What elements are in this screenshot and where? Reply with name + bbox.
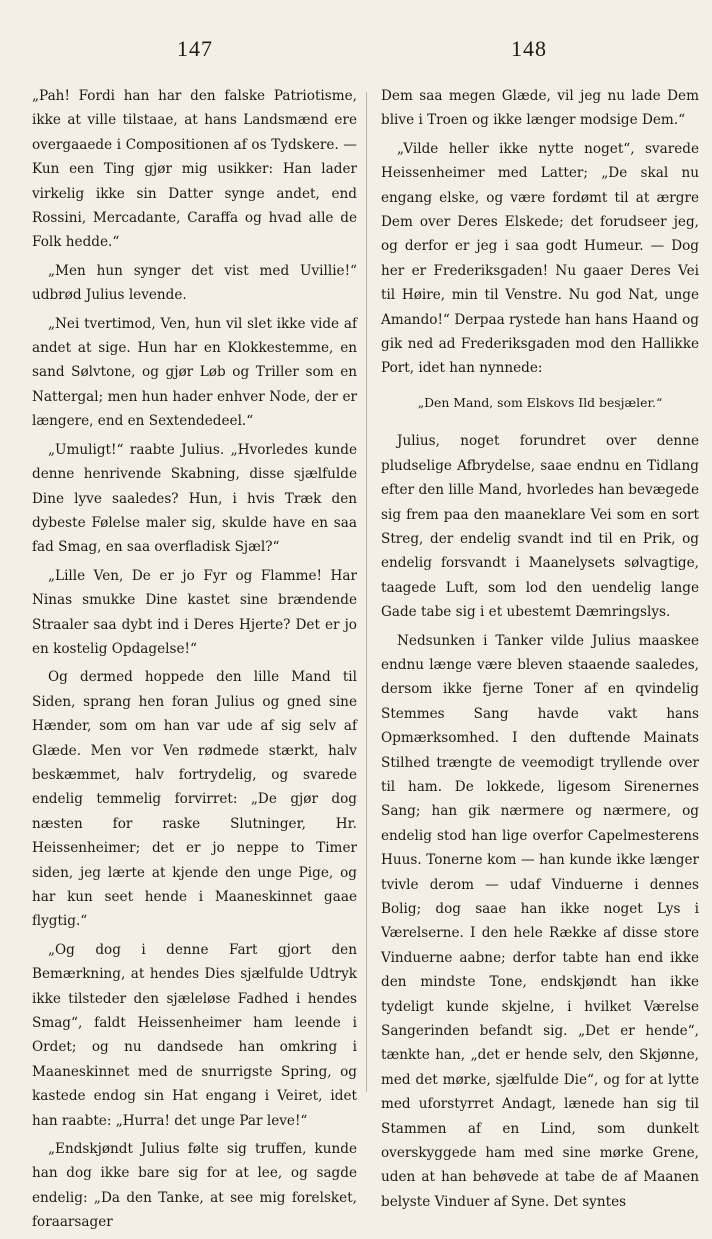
paragraph: Nedsunken i Tanker vilde Julius maaskee endnu længe være bleven staaende saaledes, dersom ikke fjerne Toner af en qvindelig Stemmes Sang havde vakt hans Opmærksomhed. I den duftende Mainats Stilhed trængte de veemodigt tryllende over til ham. De lokkede, ligesom Sirenernes Sang; han gik nærmere og nærmere, og endelig stod han lige overfor Capelmesterens Huus. Tonerne kom — han kunde ikke længer tvivle derom — udaf Vinduerne i dennes Bolig; dog saae han ikke noget Lys i Værelserne. I den hele Række af disse store Vinduerne aabne; derfor tabte han end ikke den mindste Tone, endskjøndt han ikke tydeligt kunde skjelne, i hvilket Værelse Sangerinden befandt sig. „Det er hende“, tænkte han, „det er hende selv, den Skjønne, med det mørke, sjælfulde Die“, og for at lytte med uforstyrret Andagt, lænede han sig til Stammen af en Lind, som dunkelt overskyggede ham med sine mørke Grene, uden at han behøvede at tabe de af Maanen belyste Vinduer af Syne. Det syntes <box>381 632 699 1210</box>
paragraph: „Endskjøndt Julius følte sig truffen, kunde han dog ikke bare sig for at lee, og sagde endelig: „Da den Tanke, at see mig forelsket, foraarsager <box>32 1141 357 1231</box>
paragraph: „Umuligt!“ raabte Julius. „Hvorledes kunde denne henrivende Skabning, disse sjælfulde Dine lyve saaledes? Hun, i hvis Træk den dybeste Følelse maler sig, skulde have en saa fad Smag, en saa overfladisk Sjæl?“ <box>32 441 357 556</box>
paragraph: Dem saa megen Glæde, vil jeg nu lade Dem blive i Troen og ikke længer modsige Dem.“ <box>381 88 699 129</box>
paragraph: „Nei tvertimod, Ven, hun vil slet ikke vide af andet at sige. Hun har en Klokkestemme, en sand Sølvtone, og gjør Løb og Triller som en Nattergal; men hun hader enhver Node, der er længere, end en Sextendedeel.“ <box>32 315 357 430</box>
paragraph: „Men hun synger det vist med Uvillie!“ udbrød Julius levende. <box>32 262 357 304</box>
paragraph: „Lille Ven, De er jo Fyr og Flamme! Har Ninas smukke Dine kastet sine brændende Straaler saa dybt ind i Deres Hjerte? Det er jo en kostelig Opdagelse!“ <box>32 567 357 657</box>
song-quote: „Den Mand, som Elskovs Ild besjæler.“ <box>417 394 663 410</box>
page-text <box>32 84 357 1239</box>
page-number: 147 <box>177 36 213 61</box>
paragraph: „Vilde heller ikke nytte noget“, svarede Heissenheimer med Latter; „De skal nu engang elske, og være fordømt til at ærgre Dem over Deres Elskede; det forudseer jeg, og derfor er jeg i saa godt Humeur. — Dog her er Frederiksgaden! Nu gaaer Deres Vei til Høire, min til Venstre. Nu god Nat, unge Amando!“ Derpaa rystede han hans Haand og gik ned ad Frederiksgaden mod den Hallikke Port, idet han nynnede: <box>381 140 699 377</box>
page-number: 148 <box>511 36 547 61</box>
page-text <box>381 84 699 1218</box>
paragraph: „Og dog i denne Fart gjort den Bemærkning, at hendes Dies sjælfulde Udtryk ikke tilsteder den sjæleløse Fadhed i hendes Smag“, faldt Heissenheimer ham leende i Ordet; og nu dandsede han omkring i Maaneskinnet med de snurrigste Spring, og kastede endog sin Hat engang i Veiret, idet han raabte: „Hurra! det unge Par leve!“ <box>32 941 357 1129</box>
right-page <box>366 0 712 1210</box>
paragraph: Julius, noget forundret over denne pludselige Afbrydelse, saae endnu en Tidlang efter den lille Mand, hvorledes han bevægede sig frem paa den maaneklare Vei som en sort Streg, der endelig svandt ind til en Prik, og endelig forsvandt i Maanelysets sølvagtige, taagede Luft, som lod den uendelig lange Gade tabe sig i et ubestemt Dæmringslys. <box>381 433 699 621</box>
paragraph: Og dermed hoppede den lille Mand til Siden, sprang hen foran Julius og gned sine Hænder, som om han var ude af sig selv af Glæde. Men vor Ven rødmede stærkt, halv beskæmmet, halv fortrydelig, og svarede endelig temmelig forvirret: „De gjør dog næsten for raske Slutninger, Hr. Heissenheimer; det er jo neppe to Timer siden, jeg lærte at kjende den unge Pige, og har kun seet hende i Maaneskinnet gaae flygtig.“ <box>32 669 357 930</box>
paragraph: „Pah! Fordi han har den falske Patriotisme, ikke at ville tilstaae, at hans Landsmænd ere overgaaede i Compositionen af os Tydskere. — Kun een Ting gjør mig usikker: Han lader virkelig ikke sin Datter synge andet, end Rossini, Mercadante, Caraffa og hvad alle de Folk hedde.“ <box>32 88 357 251</box>
